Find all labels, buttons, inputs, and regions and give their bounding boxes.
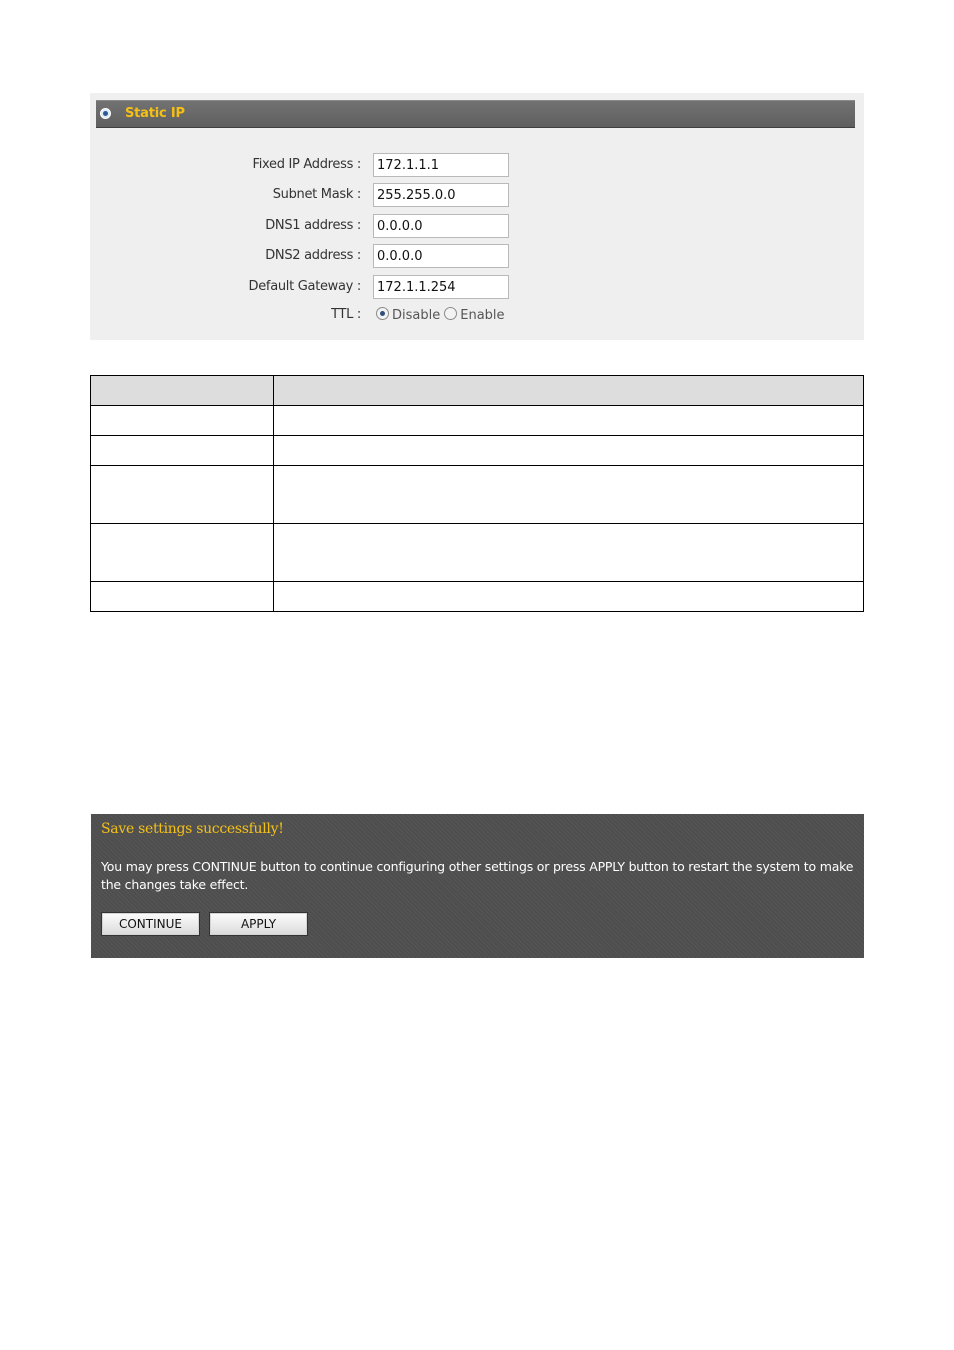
panel-title: Static IP: [125, 106, 185, 121]
default-gateway-row: [90, 275, 864, 299]
save-dialog-title: Save settings successfully!: [101, 821, 284, 837]
table-header-row: [91, 376, 864, 406]
fixed-ip-input[interactable]: [373, 153, 509, 177]
save-settings-dialog: [91, 814, 864, 958]
ttl-label: TTL :: [331, 307, 361, 322]
continue-button[interactable]: CONTINUE: [102, 913, 199, 935]
table-cell: [91, 524, 274, 582]
bullet-icon: [100, 108, 111, 119]
static-ip-panel: [90, 93, 864, 340]
subnet-mask-row: [90, 183, 864, 207]
dns1-label: DNS1 address :: [265, 218, 361, 233]
ttl-enable-radio[interactable]: [444, 307, 457, 320]
dns2-row: [90, 244, 864, 268]
table-row: [91, 524, 864, 582]
dns1-row: [90, 214, 864, 238]
panel-header: [96, 100, 855, 128]
subnet-mask-label: Subnet Mask :: [272, 187, 361, 202]
dns2-input[interactable]: [373, 244, 509, 268]
table-cell: [91, 582, 274, 612]
default-gateway-input[interactable]: [373, 275, 509, 299]
ttl-disable-radio[interactable]: [376, 307, 389, 320]
table-cell: [274, 524, 864, 582]
table-cell: [274, 436, 864, 466]
dns2-label: DNS2 address :: [265, 248, 361, 263]
table-cell: [274, 406, 864, 436]
table-row: [91, 436, 864, 466]
ttl-options: [376, 307, 509, 323]
table-row: [91, 466, 864, 524]
table-cell: [91, 436, 274, 466]
fixed-ip-label: Fixed IP Address :: [252, 157, 361, 172]
table-cell: [91, 406, 274, 436]
dns1-input[interactable]: [373, 214, 509, 238]
apply-button[interactable]: APPLY: [210, 913, 307, 935]
subnet-mask-input[interactable]: [373, 183, 509, 207]
table-cell: [91, 466, 274, 524]
table-header-cell: [91, 376, 274, 406]
default-gateway-label: Default Gateway :: [248, 279, 361, 294]
table-row: [91, 582, 864, 612]
ttl-disable-label: Disable: [392, 308, 441, 323]
fixed-ip-row: [90, 153, 864, 177]
table-row: [91, 406, 864, 436]
ttl-enable-label: Enable: [460, 308, 505, 323]
save-dialog-message: You may press CONTINUE button to continue configuring other settings or press APPLY button to restart the system to make the changes take effect.: [101, 859, 854, 892]
ttl-row: [90, 305, 864, 329]
table-cell: [274, 466, 864, 524]
table-cell: [274, 582, 864, 612]
description-table: [90, 375, 864, 612]
table-header-cell: [274, 376, 864, 406]
